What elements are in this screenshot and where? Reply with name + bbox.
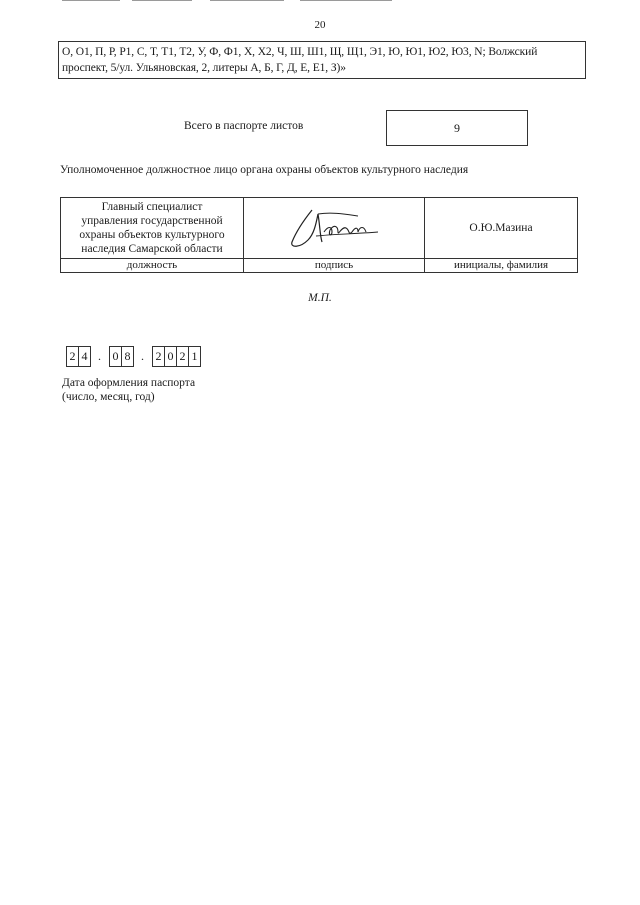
sheets-label: Всего в паспорте листов [184, 120, 304, 132]
official-heading: Уполномоченное должностное лицо органа охраны объектов культурного наследия [60, 164, 469, 176]
caption-signature: подпись [244, 259, 425, 273]
date-day-digit: 2 [66, 346, 79, 367]
date-caption-line: (число, месяц, год) [62, 391, 155, 403]
date-year-digit: 0 [164, 346, 177, 367]
date-year-digit: 2 [176, 346, 189, 367]
date-separator: . [141, 349, 144, 363]
position-line: Главный специалист [101, 201, 203, 213]
date-day-digit: 4 [78, 346, 91, 367]
header-rule [132, 0, 192, 1]
position-line: наследия Самарской области [81, 243, 223, 255]
position-line: управления государственной [81, 215, 223, 227]
header-rule [300, 0, 392, 1]
handwritten-signature [274, 202, 394, 252]
date-year-digit: 2 [152, 346, 165, 367]
position-line: охраны объектов культурного [79, 229, 225, 241]
date-boxes [66, 346, 200, 367]
official-name: О.Ю.Мазина [469, 222, 533, 234]
address-text-box: О, О1, П, Р, Р1, С, Т, Т1, Т2, У, Ф, Ф1, Х, Х2, Ч, Ш, Ш1, Щ, Щ1, Э1, Ю, Ю1, Ю2, Ю3, N; Волжский проспект, 5/ул. Ульяновская, 2, литеры А, Б, Г, Д, Е, Е1, З)» [58, 41, 586, 79]
date-caption [62, 376, 195, 404]
header-rule [62, 0, 120, 1]
sheets-count: 9 [454, 120, 460, 135]
signature-table [60, 197, 578, 273]
date-month-digit: 8 [121, 346, 134, 367]
signature-cell [244, 198, 425, 259]
date-month-digit: 0 [109, 346, 122, 367]
caption-name: инициалы, фамилия [425, 259, 578, 273]
stamp-place: М.П. [308, 292, 332, 304]
page-number: 20 [314, 19, 326, 31]
date-caption-line: Дата оформления паспорта [62, 377, 196, 389]
date-separator: . [98, 349, 101, 363]
header-rule [210, 0, 284, 1]
name-cell [425, 198, 578, 259]
position-cell [61, 198, 244, 259]
sheets-count-box [386, 110, 528, 146]
caption-position: должность [61, 259, 244, 273]
date-year-digit: 1 [188, 346, 201, 367]
